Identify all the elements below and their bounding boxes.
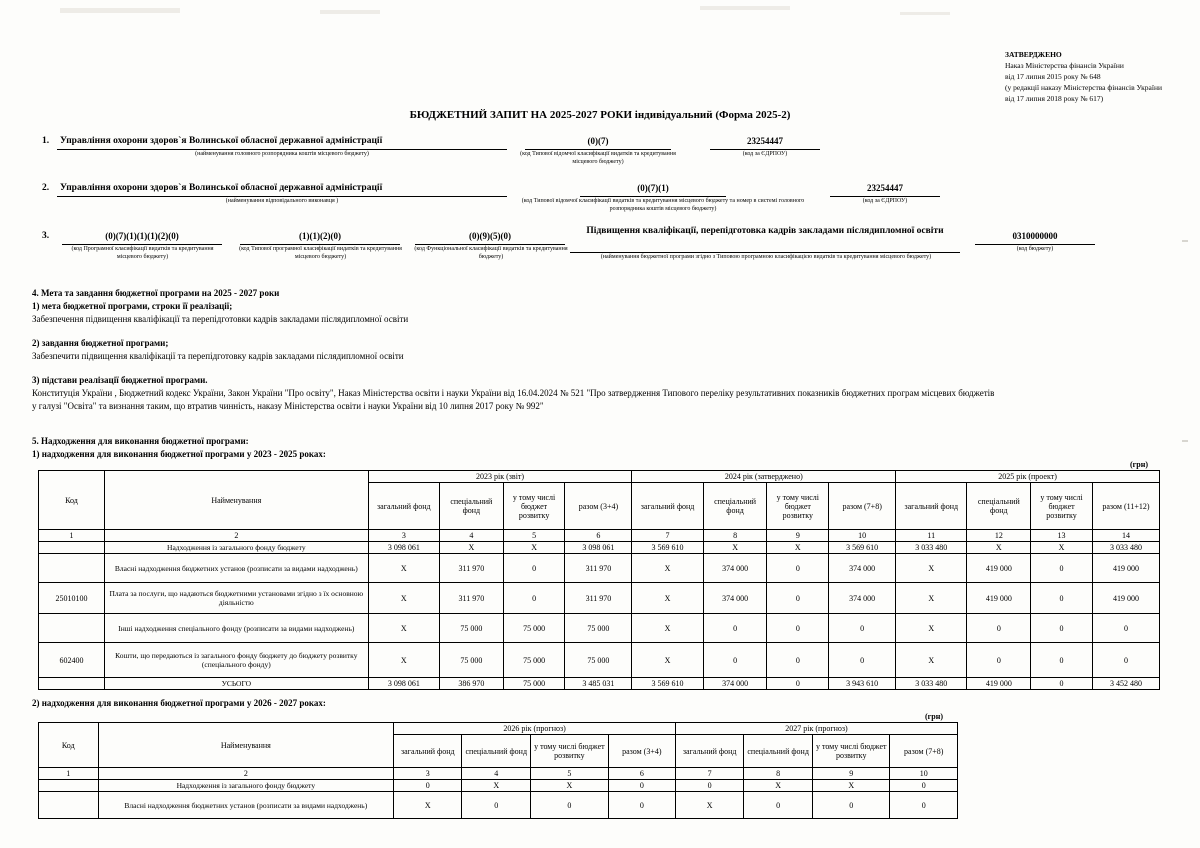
cell: 419 000 [1092,583,1159,614]
col-number-9: 9 [767,530,829,542]
cell: X [439,542,503,554]
table-row [39,554,1160,583]
cell: X [967,542,1031,554]
item-3-typical-code-caption: (код Типової програмної класифікації видатків та кредитування місцевого бюджету) [239,246,402,260]
cell: X [632,554,703,583]
rule [57,196,507,197]
col-number-6: 6 [608,768,675,780]
row-code: 602400 [39,643,105,678]
receipts-table-2023-2025 [38,470,1160,690]
item-2-organization-caption: (найменування відповідального виконавця ) [225,198,339,204]
cell: 3 943 610 [829,678,896,690]
item-1-code-caption: (код Типової відомчої класифікації видатків та кредитування місцевого бюджету) [520,151,676,165]
table-row [39,780,958,792]
cell: 374 000 [829,554,896,583]
cell: X [896,583,967,614]
row-name: Власні надходження бюджетних установ (розписати за видами надходжень) [104,554,368,583]
col-number-2: 2 [98,768,394,780]
col-number-4: 4 [439,530,503,542]
col-number-10: 10 [829,530,896,542]
item-2-code-caption: (код Типової відомчої класифікації видатків та кредитування місцевого бюджету та номер в системі головного розпорядника коштів місцевого бюджету) [521,198,805,212]
col-number-6: 6 [565,530,632,542]
cell: 3 033 480 [896,678,967,690]
subheader-8: загальний фонд [896,483,967,530]
rule [710,149,820,150]
subheader-3: разом (3+4) [608,735,675,768]
rule [580,196,726,197]
subheader-3: разом (3+4) [565,483,632,530]
subheader-7: разом (7+8) [829,483,896,530]
cell: 0 [394,780,462,792]
col-number-14: 14 [1092,530,1159,542]
col-number-5: 5 [503,530,565,542]
scan-edge-mark [1182,240,1188,242]
item-3-program-name-caption: (найменування бюджетної програми згідно з Типовою програмною класифікацією видатків та кредитування місцевого бюджету) [600,254,932,260]
rule [415,244,565,245]
col-number-3: 3 [368,530,439,542]
cell: 3 033 480 [896,542,967,554]
col-number-8: 8 [703,530,767,542]
cell: 0 [829,643,896,678]
cell: 0 [531,792,608,819]
cell: 419 000 [967,583,1031,614]
cell: X [896,614,967,643]
header-year-2026: 2026 рік (прогноз) [394,723,676,735]
subheader-4: загальний фонд [676,735,744,768]
row-name: Надходження із загального фонду бюджету [98,780,394,792]
cell: 0 [703,614,767,643]
section-5-sub2-wrap [32,697,1032,710]
cell: 0 [1031,554,1093,583]
rule [830,196,940,197]
subheader-4: загальний фонд [632,483,703,530]
item-1-edrpou-value: 23254447 [747,136,783,146]
item-3-budget-code-caption: (код бюджету) [1016,246,1054,252]
cell: 3 098 061 [368,542,439,554]
cell: 419 000 [967,678,1031,690]
cell: 311 970 [439,583,503,614]
cell: 0 [1031,678,1093,690]
subheader-7: разом (7+8) [890,735,958,768]
cell: 0 [1092,643,1159,678]
header-year-2023: 2023 рік (звіт) [368,471,632,483]
cell: 0 [608,780,675,792]
item-2-edrpou-caption: (код за ЄДРПОУ) [862,198,908,204]
item-3-program-code-caption: (код Програмної класифікації видатків та кредитування місцевого бюджету) [71,246,214,260]
cell: 3 569 610 [829,542,896,554]
header-year-2024: 2024 рік (затверджено) [632,471,896,483]
section-4-sub2-text: Забезпечити підвищення кваліфікації та перепідготовку кадрів закладами післядипломної освіти [32,351,404,362]
item-1-organization-caption: (найменування головного розпорядника коштів місцевого бюджету) [195,151,369,157]
col-number-8: 8 [744,768,813,780]
col-number-13: 13 [1031,530,1093,542]
cell: X [767,542,829,554]
col-number-1: 1 [39,530,105,542]
cell: 0 [676,780,744,792]
table-numbering-row [39,530,1160,542]
cell: 386 970 [439,678,503,690]
cell: 75 000 [439,614,503,643]
row-code [39,780,99,792]
row-code [39,554,105,583]
cell: 0 [703,643,767,678]
rule [240,244,400,245]
cell: 0 [1031,583,1093,614]
row-code [39,614,105,643]
item-2-number: 2. [42,183,50,193]
item-2-edrpou-value: 23254447 [867,183,903,193]
cell: 0 [608,792,675,819]
subheader-10: у тому числі бюджет розвитку [1031,483,1093,530]
rule [570,252,960,253]
approval-title: ЗАТВЕРДЖЕНО [1005,50,1062,59]
header-code: Код [39,723,99,768]
cell: 311 970 [439,554,503,583]
cell: 374 000 [703,554,767,583]
table-row [39,643,1160,678]
item-1-code-value: (0)(7) [587,136,609,146]
subheader-2: у тому числі бюджет розвитку [503,483,565,530]
item-3-functional-code-caption: (код Функціональної класифікації видатків та кредитування бюджету) [414,246,568,260]
col-number-11: 11 [896,530,967,542]
cell: 0 [1092,614,1159,643]
rule [57,149,507,150]
scan-edge-mark [1182,440,1188,442]
cell: 0 [744,792,813,819]
currency-note-1: (грн) [1130,460,1149,469]
cell: 3 098 061 [565,542,632,554]
subheader-6: у тому числі бюджет розвитку [812,735,889,768]
section-4-sub3-text-2: у галузі "Освіта" та визнання таким, що втратив чинність, наказу Міністерства освіти і науки України від 10 липня 2017 року № 992" [32,401,544,412]
header-name: Найменування [104,471,368,530]
cell: 0 [503,554,565,583]
cell: X [368,643,439,678]
cell: 75 000 [503,614,565,643]
section-4-sub1: 1) мета бюджетної програми, строки її реалізації; [32,301,233,312]
header-name: Найменування [98,723,394,768]
header-year-2027: 2027 рік (прогноз) [676,723,958,735]
col-number-4: 4 [462,768,531,780]
approval-line-2: від 17 липня 2015 року № 648 [1005,71,1101,81]
table-total-row [39,678,1160,690]
cell: 3 569 610 [632,542,703,554]
row-name: Кошти, що передаються із загального фонду бюджету до бюджету розвитку (спеціального фонду) [104,643,368,678]
cell: 311 970 [565,554,632,583]
cell: 0 [890,792,958,819]
cell: 0 [1031,614,1093,643]
cell: 75 000 [439,643,503,678]
row-code [39,792,99,819]
col-number-10: 10 [890,768,958,780]
cell: 0 [967,614,1031,643]
cell: 419 000 [1092,554,1159,583]
table-row [39,614,1160,643]
row-name: Плата за послуги, що надаються бюджетними установами згідно з їх основною діяльністю [104,583,368,614]
col-number-7: 7 [676,768,744,780]
cell: 3 569 610 [632,678,703,690]
row-name: Інші надходження спеціального фонду (розписати за видами надходжень) [104,614,368,643]
subheader-0: загальний фонд [394,735,462,768]
cell: 0 [967,643,1031,678]
item-3-budget-code: 0310000000 [1012,231,1058,241]
cell: X [744,780,813,792]
cell: X [896,554,967,583]
cell: 374 000 [703,583,767,614]
cell: X [503,542,565,554]
section-5 [32,435,1162,461]
scan-artifact [320,10,380,14]
cell: X [632,643,703,678]
cell: 3 098 061 [368,678,439,690]
row-code [39,542,105,554]
rule [62,244,222,245]
row-code [39,678,105,690]
cell: 0 [829,614,896,643]
col-number-7: 7 [632,530,703,542]
cell: 374 000 [829,583,896,614]
cell: 311 970 [565,583,632,614]
row-name: Надходження із загального фонду бюджету [104,542,368,554]
document-title: БЮДЖЕТНИЙ ЗАПИТ НА 2025-2027 РОКИ індивідуальний (Форма 2025-2) [409,109,791,121]
section-5-heading: 5. Надходження для виконання бюджетної програми: [32,436,249,446]
item-2-organization: Управління охорони здоров`я Волинської обласної державної адміністрації [60,183,383,193]
item-3-program-name: Підвищення кваліфікації, перепідготовка кадрів закладами післядипломної освіти [586,226,944,236]
scan-artifact [700,6,790,10]
scan-artifact [900,12,950,15]
section-4-sub3: 3) підстави реалізації бюджетної програми. [32,375,208,386]
section-5-sub2: 2) надходження для виконання бюджетної програми у 2026 - 2027 роках: [32,698,326,708]
cell: X [703,542,767,554]
item-3-typical-code: (1)(1)(2)(0) [299,231,341,241]
cell: X [531,780,608,792]
cell: 0 [767,614,829,643]
receipts-table-2026-2027 [38,722,958,819]
rule [975,244,1095,245]
subheader-1: спеціальний фонд [439,483,503,530]
subheader-11: разом (11+12) [1092,483,1159,530]
cell: 0 [767,643,829,678]
col-number-12: 12 [967,530,1031,542]
cell: X [632,583,703,614]
cell: X [632,614,703,643]
approval-line-1: Наказ Міністерства фінансів України [1005,60,1124,70]
cell: 75 000 [503,678,565,690]
cell: X [462,780,531,792]
table-numbering-row [39,768,958,780]
cell: 0 [1031,643,1093,678]
item-1-organization: Управління охорони здоров`я Волинської обласної державної адміністрації [60,136,383,146]
rule [525,149,671,150]
table-header-row [39,723,958,735]
cell: 0 [890,780,958,792]
header-code: Код [39,471,105,530]
item-3-number: 3. [42,231,50,241]
row-name: УСЬОГО [104,678,368,690]
section-4-sub2: 2) завдання бюджетної програми; [32,338,169,349]
table-row [39,583,1160,614]
cell: 0 [767,583,829,614]
cell: 0 [767,554,829,583]
row-name: Власні надходження бюджетних установ (розписати за видами надходжень) [98,792,394,819]
cell: 75 000 [503,643,565,678]
cell: 75 000 [565,643,632,678]
subheader-0: загальний фонд [368,483,439,530]
cell: 0 [462,792,531,819]
cell: 374 000 [703,678,767,690]
col-number-5: 5 [531,768,608,780]
cell: 3 452 480 [1092,678,1159,690]
approval-line-3: (у редакції наказу Міністерства фінансів України [1005,82,1162,92]
section-4-heading: 4. Мета та завдання бюджетної програми на 2025 - 2027 роки [32,288,280,298]
cell: X [394,792,462,819]
cell: 0 [503,583,565,614]
col-number-2: 2 [104,530,368,542]
cell: X [368,554,439,583]
header-year-2025: 2025 рік (проект) [896,471,1160,483]
approval-block [1005,50,1195,104]
subheader-2: у тому числі бюджет розвитку [531,735,608,768]
scan-artifact [60,8,180,13]
cell: 0 [812,792,889,819]
col-number-3: 3 [394,768,462,780]
subheader-1: спеціальний фонд [462,735,531,768]
item-2-code-value: (0)(7)(1) [637,183,669,193]
col-number-1: 1 [39,768,99,780]
item-1-edrpou-caption: (код за ЄДРПОУ) [742,151,788,157]
item-3-functional-code: (0)(9)(5)(0) [469,231,511,241]
table-row [39,792,958,819]
section-4-sub1-text: Забезпечення підвищення кваліфікації та перепідготовки кадрів закладами післядипломної освіти [32,314,409,325]
cell: 3 033 480 [1092,542,1159,554]
cell: X [676,792,744,819]
subheader-9: спеціальний фонд [967,483,1031,530]
cell: X [896,643,967,678]
table-row [39,542,1160,554]
cell: 0 [767,678,829,690]
section-4 [32,287,1162,413]
cell: 3 485 031 [565,678,632,690]
subheader-5: спеціальний фонд [703,483,767,530]
section-5-sub1: 1) надходження для виконання бюджетної програми у 2023 - 2025 роках: [32,449,326,460]
item-3-program-code: (0)(7)(1)(1)(1)(2)(0) [105,231,179,241]
cell: X [368,583,439,614]
cell: X [368,614,439,643]
currency-note-2: (грн) [925,712,944,721]
cell: 75 000 [565,614,632,643]
subheader-6: у тому числі бюджет розвитку [767,483,829,530]
row-code: 25010100 [39,583,105,614]
table-header-row [39,471,1160,483]
col-number-9: 9 [812,768,889,780]
cell: 419 000 [967,554,1031,583]
cell: X [812,780,889,792]
subheader-5: спеціальний фонд [744,735,813,768]
item-1-number: 1. [42,136,50,146]
cell: X [1031,542,1093,554]
approval-line-4: від 17 липня 2018 року № 617) [1005,93,1104,103]
section-4-sub3-text-1: Конституція України , Бюджетний кодекс України, Закон України "Про освіту", Наказ Міністерства освіти і науки України від 16.04.2024 № 521 "Про затвердження Типового переліку результативних показників бюджетних програм місцевих бюджетів [32,388,995,399]
